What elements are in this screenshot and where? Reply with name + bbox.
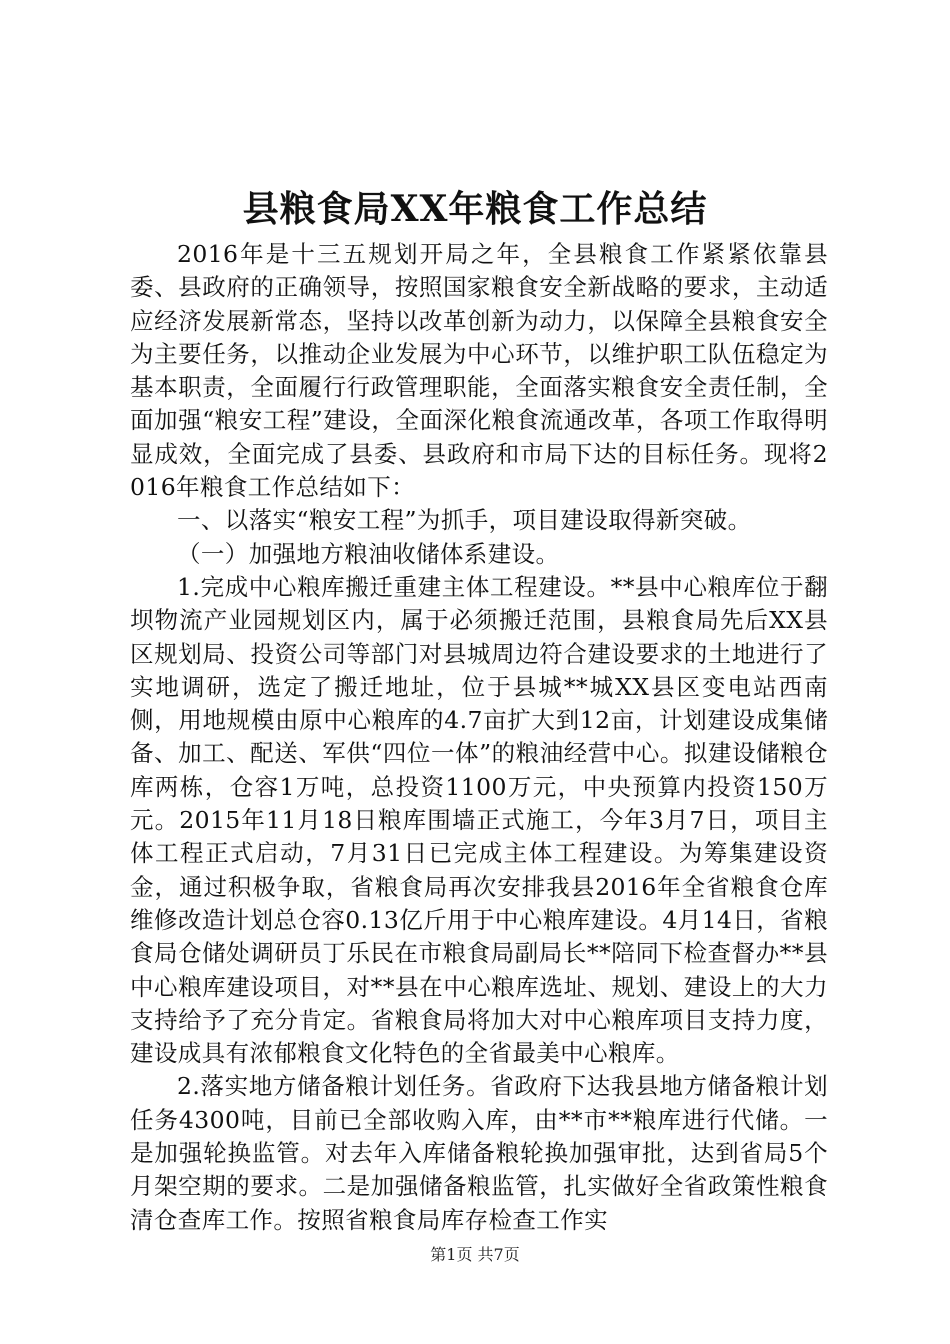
paragraph-intro: 2016年是十三五规划开局之年，全县粮食工作紧紧依靠县委、县政府的正确领导，按照国家粮食安全新战略的要求，主动适应经济发展新常态，坚持以改革创新为动力，以保障全县粮食安全为主要任务，以推动企业发展为中心环节，以维护职工队伍稳定为基本职责，全面履行行政管理职能，全面落实粮食安全责任制，全面加强“粮安工程”建设，全面深化粮食流通改革，各项工作取得明显成效，全面完成了县委、县政府和市局下达的目标任务。现将2016年粮食工作总结如下： <box>130 240 828 502</box>
paragraph-subsection-heading-1: （一）加强地方粮油收储体系建设。 <box>177 539 560 568</box>
document-title: 县粮食局XX年粮食工作总结 <box>242 188 708 230</box>
document-body <box>130 238 828 1237</box>
page-footer <box>0 1245 950 1265</box>
paragraph-section-heading-1: 一、以落实“粮安工程”为抓手，项目建设取得新突破。 <box>177 506 752 535</box>
page-indicator: 第1页 共7页 <box>430 1245 520 1264</box>
paragraph-item-1: 1.完成中心粮库搬迁重建主体工程建设。**县中心粮库位于翻坝物流产业园规划区内，属于必须搬迁范围，县粮食局先后XX县区规划局、投资公司等部门对县城周边符合建设要求的土地进行了实地调研，选定了搬迁地址，位于县城**城XX县区变电站西南侧，用地规模由原中心粮库的4.7亩扩大到12亩，计划建设成集储备、加工、配送、军供“四位一体”的粮油经营中心。拟建设储粮仓库两栋，仓容1万吨，总投资1100万元，中央预算内投资150万元。2015年11月18日粮库围墙正式施工，今年3月7日，项目主体工程正式启动，7月31日已完成主体工程建设。为筹集建设资金，通过积极争取，省粮食局再次安排我县2016年全省粮食仓库维修改造计划总仓容0.13亿斤用于中心粮库建设。4月14日，省粮食局仓储处调研员丁乐民在市粮食局副局长**陪同下检查督办**县中心粮库建设项目，对**县在中心粮库选址、规划、建设上的大力支持给予了充分肯定。省粮食局将加大对中心粮库项目支持力度，建设成具有浓郁粮食文化特色的全省最美中心粮库。 <box>130 572 828 1068</box>
paragraph-item-2: 2.落实地方储备粮计划任务。省政府下达我县地方储备粮计划任务4300吨，目前已全部收购入库，由**市**粮库进行代储。一是加强轮换监管。对去年入库储备粮轮换加强审批，达到省局5个月架空期的要求。二是加强储备粮监管，扎实做好全省政策性粮食清仓查库工作。按照省粮食局库存检查工作实 <box>130 1072 828 1234</box>
